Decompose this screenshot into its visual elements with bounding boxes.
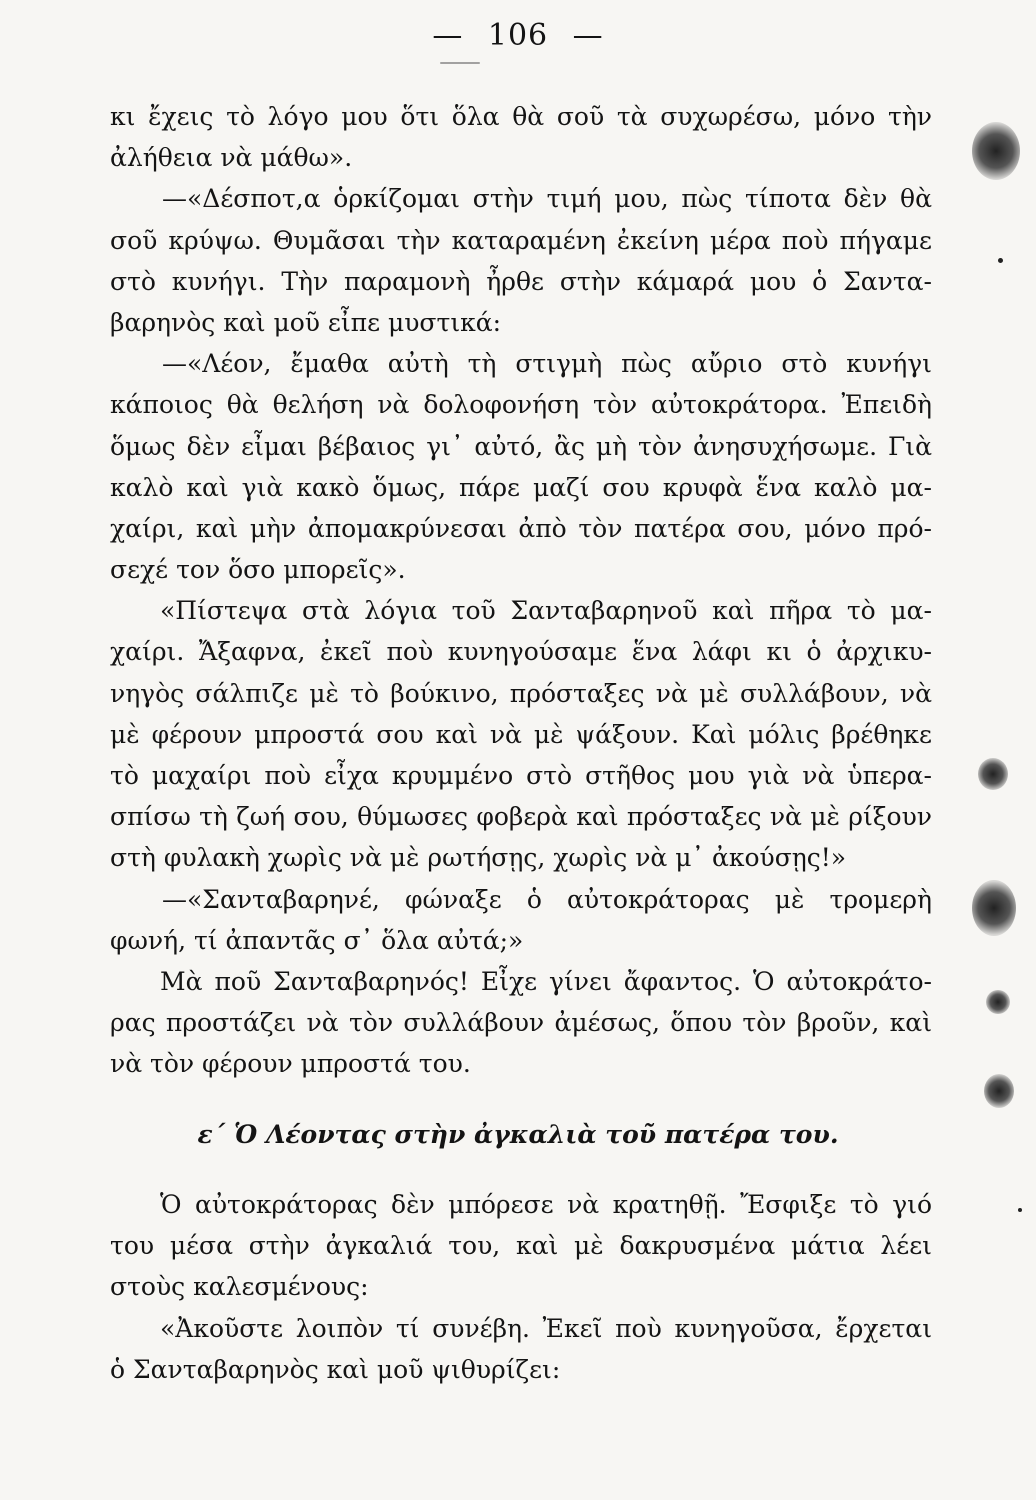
text-line: —«Λέον, ἔμαθα αὐτὴ τὴ στιγμὴ πὼς αὔριο στὸ κυνήγι — [162, 349, 932, 379]
ink-speck — [998, 258, 1003, 263]
main-paragraph — [110, 96, 932, 1085]
text-line: μὲ φέρουν μπροστά σου καὶ νὰ μὲ ψάξουν. Καὶ μόλις βρέθηκε — [110, 719, 932, 749]
text-line: ἀλήθεια νὰ μάθω». — [110, 143, 353, 173]
text-line: Ὁ αὐτοκράτορας δὲν μπόρεσε νὰ κρατηθῇ. Ἔσφιξε τὸ γιό — [160, 1190, 932, 1219]
text-line: ὅμως δὲν εἶμαι βέβαιος γι᾽ αὐτό, ἂς μὴ τὸν ἀνησυχήσωμε. Γιὰ — [110, 431, 932, 461]
ink-blot — [984, 1074, 1014, 1108]
page-number: 106 — [487, 18, 549, 53]
left-dash: — — [432, 18, 464, 53]
text-line: φωνή, τί ἀπαντᾶς σ᾽ ὅλα αὐτά;» — [110, 925, 524, 955]
section-paragraph — [110, 1184, 932, 1390]
ink-blot — [978, 758, 1008, 790]
text-line: στὴ φυλακὴ χωρὶς νὰ μὲ ρωτήσῃς, χωρὶς νὰ μ᾽ ἀκούσῃς!» — [110, 843, 847, 873]
section-heading: ε΄ Ὁ Λέοντας στὴν ἀγκαλιὰ τοῦ πατέρα του. — [197, 1120, 839, 1149]
text-line: ρας προστάζει νὰ τὸν συλλάβουν ἀμέσως, ὅπου τὸν βροῦν, καὶ — [110, 1008, 932, 1038]
text-line: νὰ τὸν φέρουν μπροστά του. — [110, 1049, 471, 1079]
text-line: χαίρι. Ἄξαφνα, ἐκεῖ ποὺ κυνηγούσαμε ἕνα λάφι κι ὁ ἀρχικυ- — [110, 637, 932, 667]
right-dash: — — [572, 18, 604, 53]
text-line: «Ἀκοῦστε λοιπὸν τί συνέβη. Ἐκεῖ ποὺ κυνηγοῦσα, ἔρχεται — [160, 1313, 932, 1343]
text-line: χαίρι, καὶ μὴν ἀπομακρύνεσαι ἀπὸ τὸν πατέρα σου, μόνο πρό- — [110, 513, 932, 543]
text-line: στὸ κυνήγι. Τὴν παραμονὴ ἦρθε στὴν κάμαρά μου ὁ Σαντα- — [110, 266, 932, 296]
ink-speck — [1018, 1208, 1022, 1212]
text-line: κι ἔχεις τὸ λόγο μου ὅτι ὅλα θὰ σοῦ τὰ συχωρέσω, μόνο τὴν — [110, 102, 932, 131]
text-line: ὁ Σανταβαρηνὸς καὶ μοῦ ψιθυρίζει: — [110, 1354, 561, 1384]
ink-speck — [440, 62, 480, 64]
text-line: σοῦ κρύψω. Θυμᾶσαι τὴν καταραμένη ἐκείνη μέρα ποὺ πήγαμε — [110, 225, 932, 255]
page-number-header — [0, 18, 1036, 53]
text-line: καλὸ καὶ γιὰ κακὸ ὅμως, πάρε μαζί σου κρυφὰ ἕνα καλὸ μα- — [110, 472, 932, 502]
text-line: στοὺς καλεσμένους: — [110, 1272, 369, 1302]
text-line: «Πίστεψα στὰ λόγια τοῦ Σανταβαρηνοῦ καὶ πῆρα τὸ μα- — [160, 596, 932, 626]
text-line: βαρηνὸς καὶ μοῦ εἶπε μυστικά: — [110, 307, 502, 337]
text-line: του μέσα στὴν ἀγκαλιά του, καὶ μὲ δακρυσμένα μάτια λέει — [110, 1231, 932, 1261]
ink-blot — [972, 122, 1020, 180]
ink-blot — [972, 880, 1016, 936]
text-line: σεχέ τον ὅσο μπορεῖς». — [110, 555, 406, 585]
text-line: —«Δέσποτ,α ὁρκίζομαι στὴν τιμή μου, πὼς τίποτα δὲν θὰ — [162, 184, 932, 214]
text-line: νηγὸς σάλπιζε μὲ τὸ βούκινο, πρόσταξες νὰ μὲ συλλάβουν, νὰ — [110, 678, 932, 708]
text-line: τὸ μαχαίρι ποὺ εἶχα κρυμμένο στὸ στῆθος μου γιὰ νὰ ὑπερα- — [110, 761, 932, 790]
text-line: κάποιος θὰ θελήση νὰ δολοφονήση τὸν αὐτοκράτορα. Ἐπειδὴ — [110, 390, 932, 420]
text-line: Μὰ ποῦ Σανταβαρηνός! Εἶχε γίνει ἄφαντος. Ὁ αὐτοκράτο- — [160, 966, 932, 996]
text-line: σπίσω τὴ ζωή σου, θύμωσες φοβερὰ καὶ πρόσταξες νὰ μὲ ρίξουν — [110, 802, 932, 832]
ink-blot — [986, 990, 1010, 1014]
text-line: —«Σανταβαρηνέ, φώναξε ὁ αὐτοκράτορας μὲ τρομερὴ — [162, 884, 932, 914]
